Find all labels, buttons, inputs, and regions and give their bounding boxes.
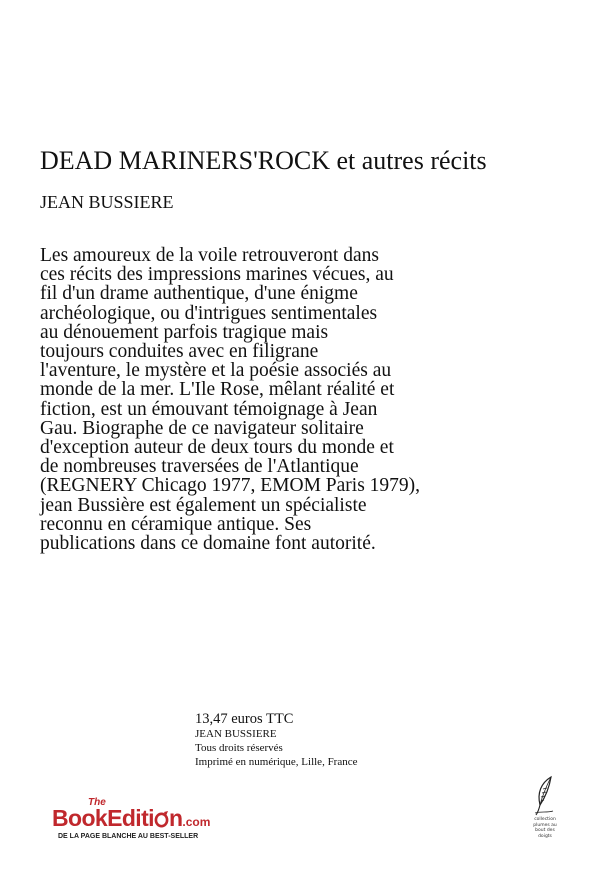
- imprint-rights: Tous droits réservés: [195, 742, 283, 754]
- summary-line: d'exception auteur de deux tours du monde et: [40, 437, 394, 459]
- price-label: 13,47 euros TTC: [195, 711, 294, 727]
- summary-line: reconnu en céramique antique. Ses: [40, 513, 312, 535]
- summary-line: Les amoureux de la voile retrouveront dans: [40, 245, 379, 266]
- summary-line: monde de la mer. L'Ile Rose, mêlant réalité et: [40, 379, 395, 401]
- book-summary: [40, 246, 580, 553]
- collection-emblem: [525, 775, 565, 855]
- logo-name-part2: n: [168, 805, 183, 831]
- collection-text-line: plumes au: [533, 822, 557, 828]
- logo-tagline: DE LA PAGE BLANCHE AU BEST-SELLER: [58, 833, 199, 840]
- collection-text-line: doigts: [538, 833, 552, 839]
- summary-line: Gau. Biographe de ce navigateur solitaire: [40, 417, 364, 439]
- logo-domain: .com: [182, 815, 211, 829]
- collection-text-line: collection: [534, 817, 556, 822]
- summary-line: archéologique, ou d'intrigues sentimentales: [40, 302, 378, 324]
- bookedition-logo: [52, 797, 252, 845]
- imprint-printed: Imprimé en numérique, Lille, France: [195, 756, 358, 768]
- collection-text-line: bout des: [535, 828, 555, 833]
- summary-line: publications dans ce domaine font autorité.: [40, 533, 376, 555]
- book-title: DEAD MARINERS'ROCK et autres récits: [40, 146, 487, 175]
- summary-line: (REGNERY Chicago 1977, EMOM Paris 1979),: [40, 475, 421, 497]
- summary-line: jean Bussière est également un spécialiste: [40, 494, 367, 516]
- summary-line: toujours conduites avec en filigrane: [40, 341, 319, 363]
- pen-nib-o-icon: [154, 811, 169, 828]
- logo-wordmark: [52, 805, 210, 835]
- summary-line: fiction, est un émouvant témoignage à Jean: [40, 398, 378, 420]
- summary-line: l'aventure, le mystère et la poésie associés au: [40, 360, 392, 382]
- feather-quill-icon: [531, 775, 559, 817]
- imprint-author: JEAN BUSSIERE: [195, 728, 277, 740]
- summary-line: fil d'un drame authentique, d'une énigme: [40, 283, 358, 305]
- summary-line: de nombreuses traversées de l'Atlantique: [40, 456, 359, 478]
- summary-line: ces récits des impressions marines vécues, au: [40, 264, 394, 286]
- logo-the: The: [88, 797, 106, 808]
- logo-name-part1: BookEditi: [52, 805, 154, 831]
- book-author: JEAN BUSSIERE: [40, 192, 174, 212]
- summary-line: au dénouement parfois tragique mais: [40, 321, 329, 343]
